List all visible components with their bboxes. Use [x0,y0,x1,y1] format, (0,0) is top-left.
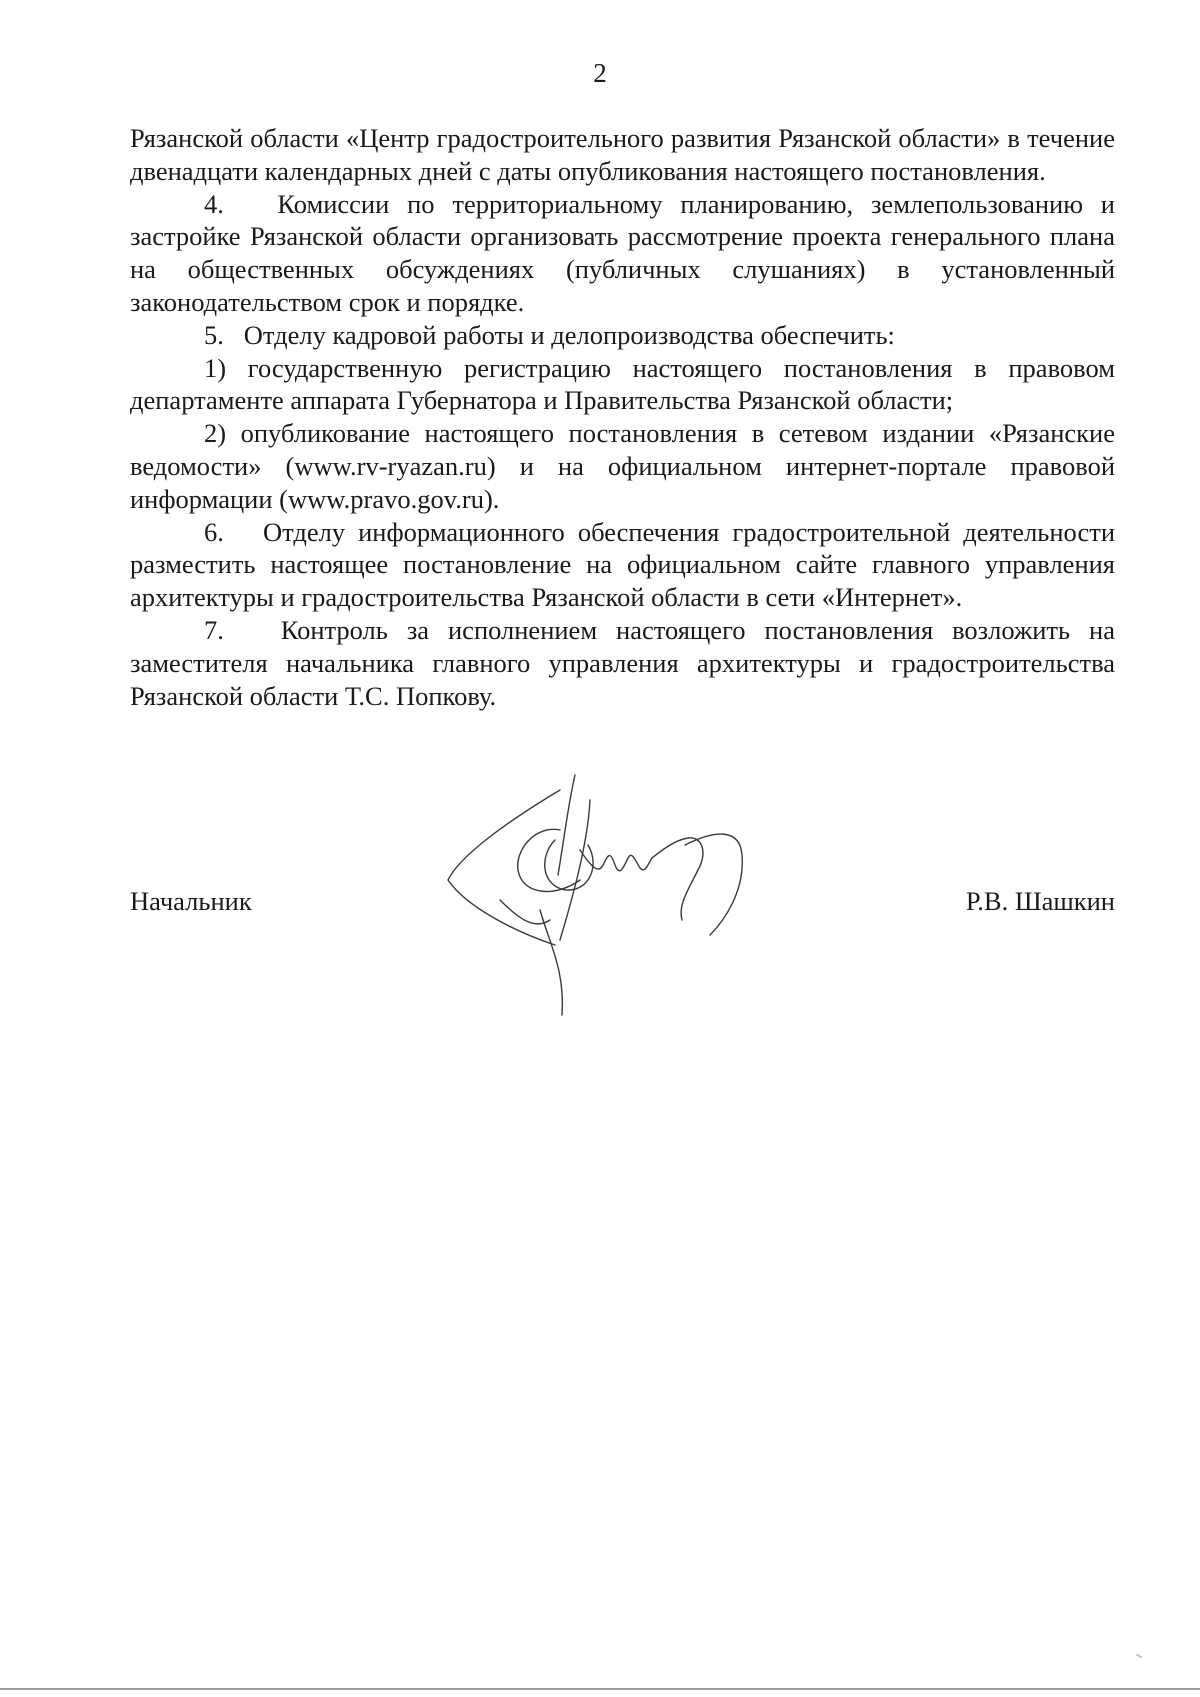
scan-bottom-edge [0,1688,1200,1690]
signatory-position: Начальник [130,886,252,916]
paragraph-continuation: Рязанской области «Центр градостроительного развития Рязанской области» в течение двенадцати календарных дней с даты опубликования настоящего постановления. [130,123,1115,186]
paragraph-item-6: 6. Отделу информационного обеспечения градостроительной деятельности разместить настоящее постановление на официальном сайте главного управления архитектуры и градостроительства Рязанской области в сети «Интернет». [130,516,1115,613]
paragraph-item-7: 7. Контроль за исполнением настоящего постановления возложить на заместителя начальника главного управления архитектуры и градостроительства Рязанской области Т.С. Попкову. [130,614,1115,711]
page-number: 2 [593,58,607,88]
handwritten-signature [440,770,830,1020]
paragraph-subitem-1: 1) государственную регистрацию настоящего постановления в правовом департаменте аппарата Губернатора и Правительства Рязанской области; [130,352,1115,416]
paragraph-subitem-2: 2) опубликование настоящего постановления в сетевом издании «Рязанские ведомости» (www.rv-ryazan.ru) и на официальном интернет-портале правовой информации (www.pravo.gov.ru). [130,418,1115,514]
paragraph-item-4: 4. Комиссии по территориальному планированию, землепользованию и застройке Рязанской области организовать рассмотрение проекта генерального плана на общественных обсуждениях (публичных слушаниях) в установленный законодательством срок и порядке. [130,188,1115,317]
paragraph-item-5: 5. Отделу кадровой работы и делопроизводства обеспечить: [204,319,895,350]
document-body [130,122,1115,712]
signatory-name: Р.В. Шашкин [965,886,1115,916]
scan-artifact [1136,1654,1142,1659]
